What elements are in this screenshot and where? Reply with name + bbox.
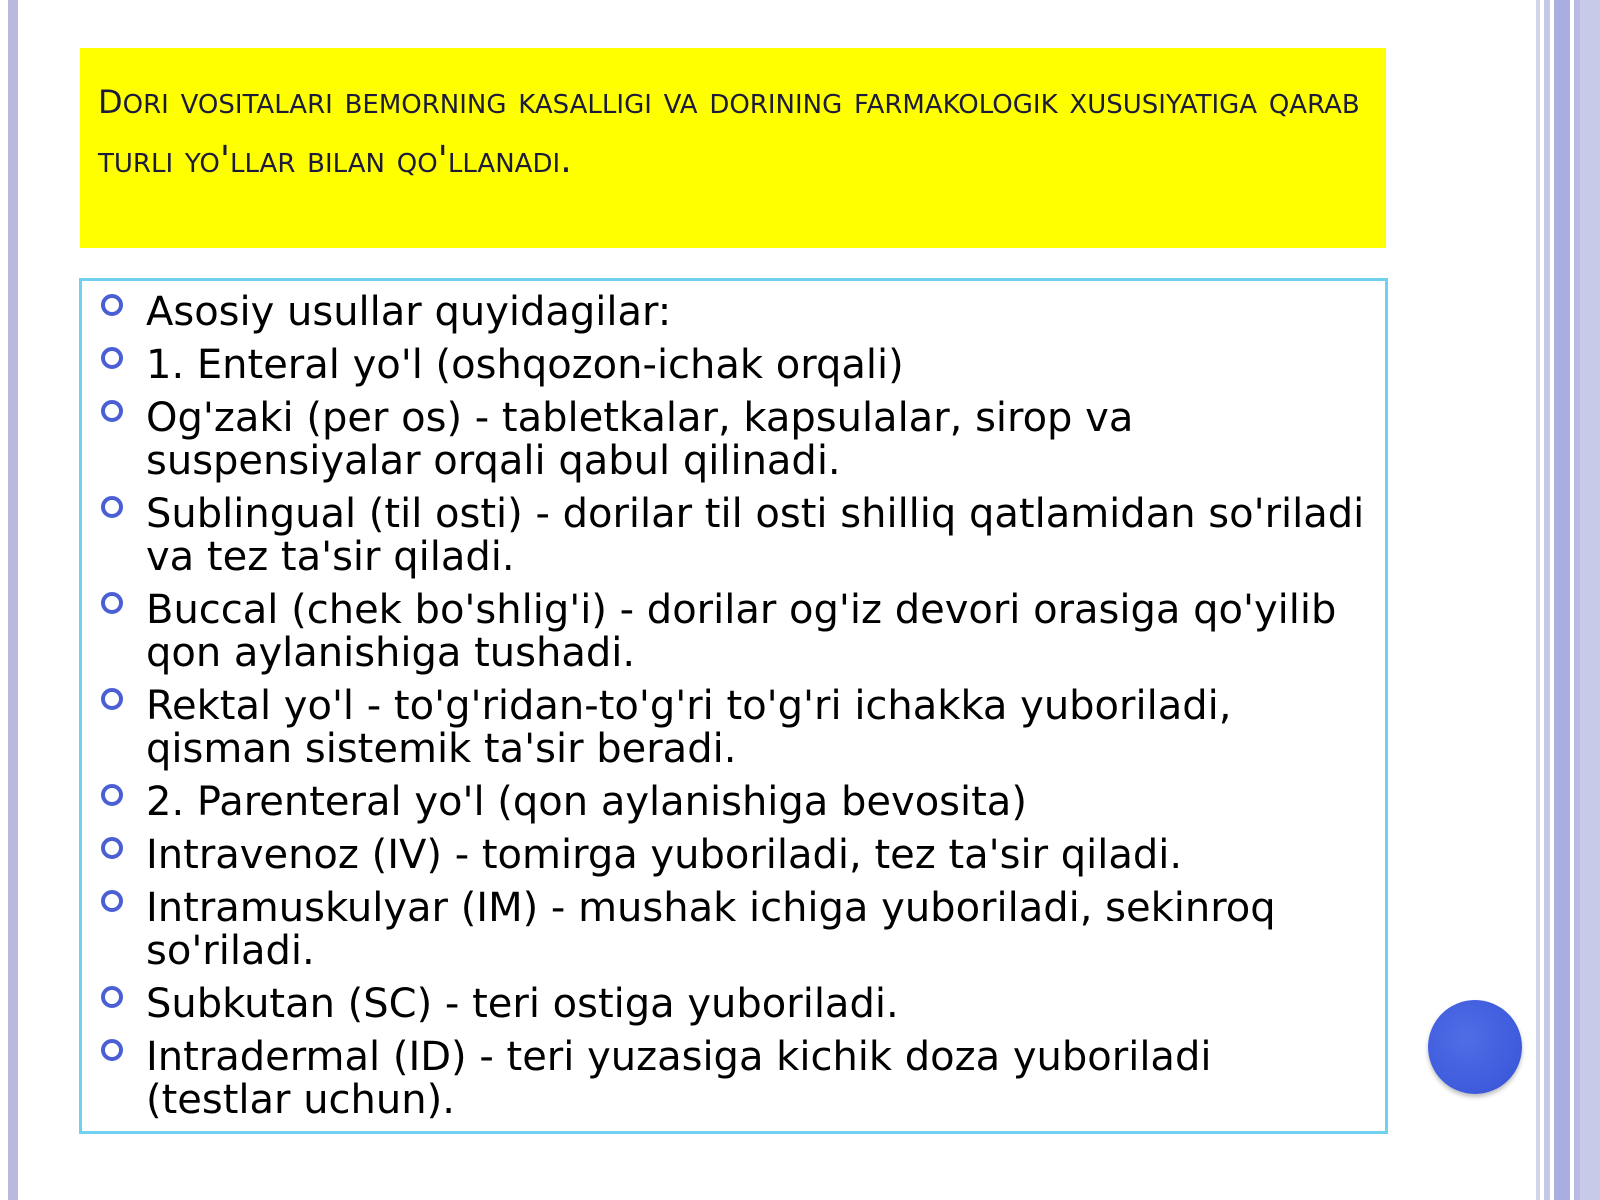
bullet-list xyxy=(82,291,1385,1132)
slide-title-box xyxy=(80,48,1386,248)
list-item-text: 1. Enteral yo'l (oshqozon-ichak orqali) xyxy=(146,342,904,388)
right-decorative-stripes xyxy=(1530,0,1600,1200)
list-item xyxy=(82,397,1385,483)
ring-bullet-icon xyxy=(101,688,123,710)
list-item-text: Rektal yo'l - to'g'ridan-to'g'ri to'g'ri ichakka yuboriladi, qisman sistemik ta'sir beradi. xyxy=(146,683,1232,772)
ring-bullet-icon xyxy=(101,784,123,806)
list-item-text: Intramuskulyar (IM) - mushak ichiga yuboriladi, sekinroq so'riladi. xyxy=(146,885,1276,974)
list-item-text: Intravenoz (IV) - tomirga yuboriladi, tez ta'sir qiladi. xyxy=(146,832,1183,878)
list-item xyxy=(82,781,1385,824)
list-item-text: Buccal (chek bo'shlig'i) - dorilar og'iz devori orasiga qo'yilib qon aylanishiga tushadi. xyxy=(146,587,1337,676)
ring-bullet-icon xyxy=(101,986,123,1008)
list-item xyxy=(82,589,1385,675)
list-item xyxy=(82,983,1385,1026)
circle-nav-button[interactable] xyxy=(1428,1000,1522,1094)
list-item xyxy=(82,1036,1385,1122)
list-item xyxy=(82,834,1385,877)
ring-bullet-icon xyxy=(101,1039,123,1061)
ring-bullet-icon xyxy=(101,496,123,518)
ring-bullet-icon xyxy=(101,890,123,912)
ring-bullet-icon xyxy=(101,294,123,316)
list-item xyxy=(82,887,1385,973)
list-item xyxy=(82,685,1385,771)
list-item-text: Asosiy usullar quyidagilar: xyxy=(146,289,672,335)
list-item xyxy=(82,291,1385,334)
left-decorative-strip xyxy=(8,0,18,1200)
ring-bullet-icon xyxy=(101,347,123,369)
list-item-text: Intradermal (ID) - teri yuzasiga kichik doza yuboriladi (testlar uchun). xyxy=(146,1034,1212,1123)
ring-bullet-icon xyxy=(101,837,123,859)
slide-content-box xyxy=(79,278,1388,1134)
list-item-text: Subkutan (SC) - teri ostiga yuboriladi. xyxy=(146,981,899,1027)
list-item-text: Sublingual (til osti) - dorilar til osti shilliq qatlamidan so'riladi va tez ta'sir qiladi. xyxy=(146,491,1365,580)
list-item-text: 2. Parenteral yo'l (qon aylanishiga bevosita) xyxy=(146,779,1027,825)
ring-bullet-icon xyxy=(101,592,123,614)
list-item-text: Og'zaki (per os) - tabletkalar, kapsulalar, sirop va suspensiyalar orqali qabul qilinadi. xyxy=(146,395,1134,484)
slide-title: dori vositalari bemorning kasalligi va dorining farmakologik xususiyatiga qarab turli yo'llar bilan qo'llanadi. xyxy=(98,71,1360,181)
list-item xyxy=(82,493,1385,579)
ring-bullet-icon xyxy=(101,400,123,422)
list-item xyxy=(82,344,1385,387)
